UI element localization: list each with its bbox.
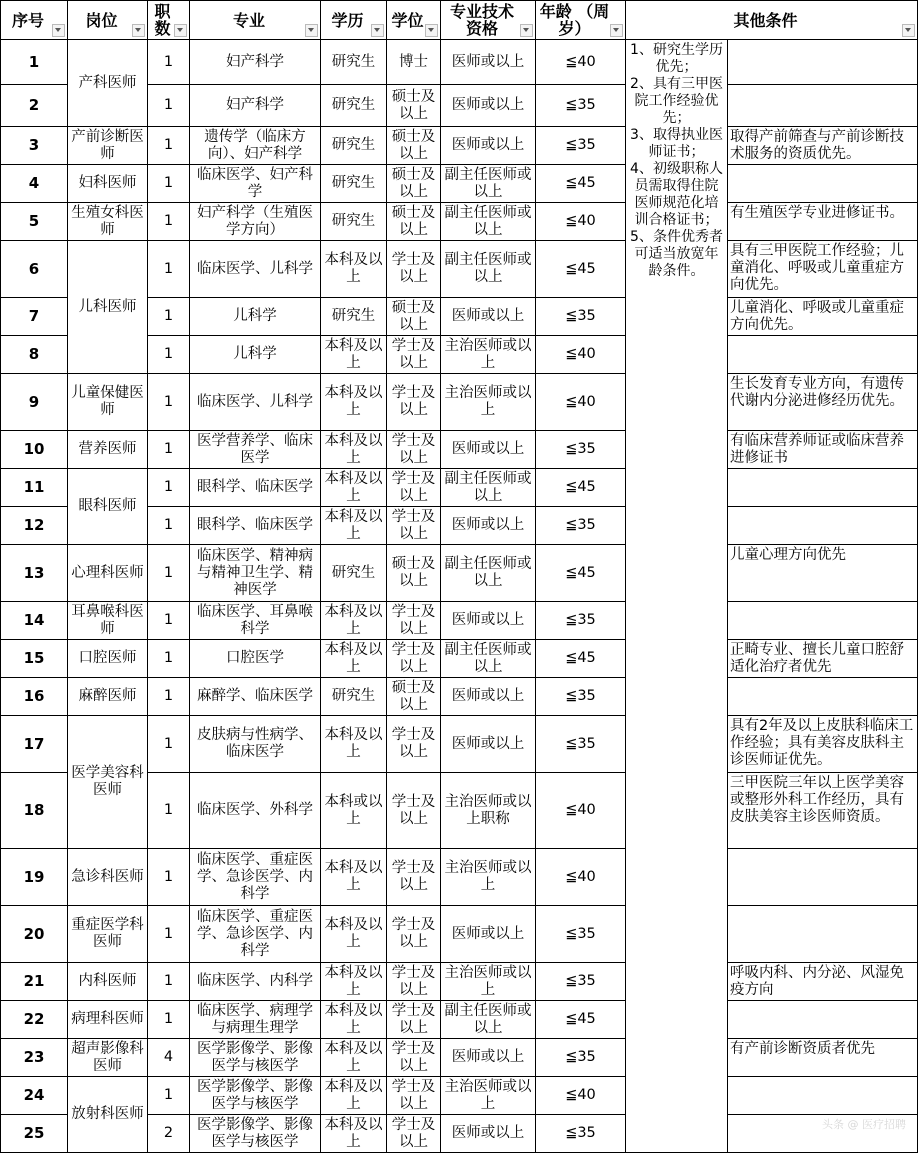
table-row xyxy=(1,906,918,963)
cell-major[interactable]: 皮肤病与性病学、临床医学 xyxy=(190,716,321,773)
cell-major[interactable]: 儿科学 xyxy=(190,298,321,336)
table-row xyxy=(1,602,918,640)
cell-major[interactable]: 麻醉学、临床医学 xyxy=(190,678,321,716)
cell-major[interactable]: 临床医学、重症医学、急诊医学、内科学 xyxy=(190,906,321,963)
table-row xyxy=(1,431,918,469)
cell-degree[interactable]: 硕士及以上 xyxy=(387,85,441,127)
cell-education[interactable]: 研究生 xyxy=(321,203,387,241)
cell-position[interactable]: 眼科医师 xyxy=(68,469,148,545)
cell-position[interactable]: 急诊科医师 xyxy=(68,849,148,906)
cell-position[interactable]: 心理科医师 xyxy=(68,545,148,602)
filter-dropdown-icon[interactable] xyxy=(520,24,533,37)
cell-other[interactable] xyxy=(728,1001,918,1039)
cell-age[interactable]: ≦35 xyxy=(536,1039,626,1077)
cell-title[interactable]: 医师或以上 xyxy=(441,906,536,963)
cell-position[interactable]: 儿童保健医师 xyxy=(68,374,148,431)
cell-age[interactable]: ≦45 xyxy=(536,241,626,298)
cell-title[interactable]: 主治医师或以上 xyxy=(441,374,536,431)
cell-count[interactable]: 1 xyxy=(148,507,190,545)
cell-degree[interactable]: 学士及以上 xyxy=(387,1115,441,1153)
cell-title[interactable]: 医师或以上 xyxy=(441,507,536,545)
cell-degree[interactable]: 学士及以上 xyxy=(387,1077,441,1115)
cell-other[interactable]: 呼吸内科、内分泌、风湿免疫方向 xyxy=(728,963,918,1001)
cell-title[interactable]: 副主任医师或以上 xyxy=(441,469,536,507)
cell-degree[interactable]: 学士及以上 xyxy=(387,507,441,545)
cell-major[interactable]: 遗传学（临床方向）、妇产科学 xyxy=(190,127,321,165)
cell-count[interactable]: 1 xyxy=(148,849,190,906)
cell-count[interactable]: 1 xyxy=(148,40,190,85)
cell-position[interactable]: 医学美容科医师 xyxy=(68,716,148,849)
cell-count[interactable]: 1 xyxy=(148,906,190,963)
table-row xyxy=(1,374,918,431)
cell-other[interactable]: 儿童心理方向优先 xyxy=(728,545,918,602)
cell-title[interactable]: 医师或以上 xyxy=(441,1115,536,1153)
cell-count[interactable]: 1 xyxy=(148,716,190,773)
cell-other[interactable]: 三甲医院三年以上医学美容或整形外科工作经历，具有皮肤美容主诊医师资质。 xyxy=(728,773,918,849)
cell-seq[interactable]: 7 xyxy=(1,298,68,336)
cell-title[interactable]: 医师或以上 xyxy=(441,298,536,336)
cell-age[interactable]: ≦40 xyxy=(536,203,626,241)
col-header-title[interactable]: 专业技术资格 xyxy=(441,1,536,40)
cell-title[interactable]: 主治医师或以上 xyxy=(441,963,536,1001)
cell-seq[interactable]: 17 xyxy=(1,716,68,773)
cell-position[interactable]: 生殖女科医师 xyxy=(68,203,148,241)
cell-degree[interactable]: 学士及以上 xyxy=(387,963,441,1001)
cell-degree[interactable]: 学士及以上 xyxy=(387,469,441,507)
cell-seq[interactable]: 15 xyxy=(1,640,68,678)
cell-degree[interactable]: 学士及以上 xyxy=(387,374,441,431)
cell-seq[interactable]: 19 xyxy=(1,849,68,906)
table-row xyxy=(1,849,918,906)
cell-position[interactable]: 病理科医师 xyxy=(68,1001,148,1039)
cell-major[interactable]: 临床医学、妇产科学 xyxy=(190,165,321,203)
cell-title[interactable]: 医师或以上 xyxy=(441,678,536,716)
cell-age[interactable]: ≦40 xyxy=(536,336,626,374)
cell-seq[interactable]: 18 xyxy=(1,773,68,849)
cell-position[interactable]: 产科医师 xyxy=(68,40,148,127)
cell-title[interactable]: 医师或以上 xyxy=(441,716,536,773)
cell-major[interactable]: 口腔医学 xyxy=(190,640,321,678)
cell-position[interactable]: 儿科医师 xyxy=(68,241,148,374)
cell-age[interactable]: ≦45 xyxy=(536,469,626,507)
cell-education[interactable]: 本科及以上 xyxy=(321,602,387,640)
cell-age[interactable]: ≦35 xyxy=(536,716,626,773)
cell-age[interactable]: ≦35 xyxy=(536,602,626,640)
table-row xyxy=(1,963,918,1001)
cell-title[interactable]: 医师或以上 xyxy=(441,1039,536,1077)
cell-age[interactable]: ≦35 xyxy=(536,678,626,716)
cell-position[interactable]: 重症医学科医师 xyxy=(68,906,148,963)
cell-other[interactable] xyxy=(728,602,918,640)
cell-seq[interactable]: 6 xyxy=(1,241,68,298)
cell-position[interactable]: 产前诊断医师 xyxy=(68,127,148,165)
cell-age[interactable]: ≦35 xyxy=(536,1115,626,1153)
cell-position[interactable]: 耳鼻喉科医师 xyxy=(68,602,148,640)
table-row xyxy=(1,469,918,507)
cell-major[interactable]: 眼科学、临床医学 xyxy=(190,469,321,507)
cell-seq[interactable]: 2 xyxy=(1,85,68,127)
cell-degree[interactable]: 学士及以上 xyxy=(387,431,441,469)
cell-degree[interactable]: 学士及以上 xyxy=(387,773,441,849)
cell-education[interactable]: 本科及以上 xyxy=(321,1001,387,1039)
cell-other[interactable] xyxy=(728,507,918,545)
col-header-count[interactable]: 职数 xyxy=(148,1,190,40)
col-header-major[interactable]: 专业 xyxy=(190,1,321,40)
cell-position[interactable]: 超声影像科医师 xyxy=(68,1039,148,1077)
cell-seq[interactable]: 24 xyxy=(1,1077,68,1115)
cell-education[interactable]: 本科及以上 xyxy=(321,336,387,374)
cell-major[interactable]: 临床医学、儿科学 xyxy=(190,374,321,431)
cell-title[interactable]: 主治医师或以上职称 xyxy=(441,773,536,849)
cell-other[interactable]: 生长发育专业方向，有遗传代谢内分泌进修经历优先。 xyxy=(728,374,918,431)
cell-major[interactable]: 临床医学、儿科学 xyxy=(190,241,321,298)
cell-other[interactable]: 有临床营养师证或临床营养进修证书 xyxy=(728,431,918,469)
cell-education[interactable]: 研究生 xyxy=(321,40,387,85)
cell-major[interactable]: 医学营养学、临床医学 xyxy=(190,431,321,469)
cell-age[interactable]: ≦35 xyxy=(536,963,626,1001)
cell-seq[interactable]: 12 xyxy=(1,507,68,545)
cell-count[interactable]: 1 xyxy=(148,203,190,241)
cell-degree[interactable]: 学士及以上 xyxy=(387,1001,441,1039)
cell-title[interactable]: 主治医师或以上 xyxy=(441,1077,536,1115)
cell-count[interactable]: 2 xyxy=(148,1115,190,1153)
cell-count[interactable]: 1 xyxy=(148,963,190,1001)
cell-position[interactable]: 妇科医师 xyxy=(68,165,148,203)
cell-other[interactable] xyxy=(728,40,918,85)
cell-age[interactable]: ≦40 xyxy=(536,374,626,431)
cell-major[interactable]: 妇产科学 xyxy=(190,40,321,85)
cell-age[interactable]: ≦35 xyxy=(536,298,626,336)
cell-education[interactable]: 研究生 xyxy=(321,85,387,127)
cell-education[interactable]: 本科及以上 xyxy=(321,374,387,431)
cell-seq[interactable]: 10 xyxy=(1,431,68,469)
cell-degree[interactable]: 学士及以上 xyxy=(387,640,441,678)
cell-education[interactable]: 本科及以上 xyxy=(321,849,387,906)
cell-education[interactable]: 研究生 xyxy=(321,678,387,716)
cell-education[interactable]: 研究生 xyxy=(321,545,387,602)
cell-other[interactable]: 有生殖医学专业进修证书。 xyxy=(728,203,918,241)
cell-seq[interactable]: 8 xyxy=(1,336,68,374)
filter-dropdown-icon[interactable] xyxy=(132,24,145,37)
filter-dropdown-icon[interactable] xyxy=(371,24,384,37)
cell-age[interactable]: ≦35 xyxy=(536,507,626,545)
cell-education[interactable]: 本科及以上 xyxy=(321,716,387,773)
cell-age[interactable]: ≦45 xyxy=(536,640,626,678)
cell-title[interactable]: 医师或以上 xyxy=(441,431,536,469)
cell-education[interactable]: 本科及以上 xyxy=(321,1077,387,1115)
table-row xyxy=(1,1077,918,1115)
cell-other[interactable]: 具有三甲医院工作经验；儿童消化、呼吸或儿童重症方向优先。 xyxy=(728,241,918,298)
cell-education[interactable]: 本科及以上 xyxy=(321,640,387,678)
cell-education[interactable]: 本科及以上 xyxy=(321,1039,387,1077)
cell-age[interactable]: ≦40 xyxy=(536,773,626,849)
cell-seq[interactable]: 25 xyxy=(1,1115,68,1153)
table-row xyxy=(1,678,918,716)
cell-degree[interactable]: 硕士及以上 xyxy=(387,203,441,241)
cell-title[interactable]: 副主任医师或以上 xyxy=(441,640,536,678)
table-row xyxy=(1,40,918,85)
cell-count[interactable]: 1 xyxy=(148,127,190,165)
cell-count[interactable]: 1 xyxy=(148,640,190,678)
header-row xyxy=(1,1,918,40)
cell-education[interactable]: 本科及以上 xyxy=(321,469,387,507)
cell-title[interactable]: 副主任医师或以上 xyxy=(441,1001,536,1039)
cell-seq[interactable]: 20 xyxy=(1,906,68,963)
cell-other[interactable] xyxy=(728,906,918,963)
cell-education[interactable]: 本科及以上 xyxy=(321,1115,387,1153)
cell-common-note[interactable]: 1、研究生学历优先； 2、具有三甲医院工作经验优先； 3、取得执业医师证书； 4、初级职称人员需取得住院医师规范化培训合格证书； 5、条件优秀者可适当放宽年龄条件。 xyxy=(626,40,728,1153)
cell-age[interactable]: ≦35 xyxy=(536,431,626,469)
cell-degree[interactable]: 学士及以上 xyxy=(387,602,441,640)
cell-other[interactable] xyxy=(728,336,918,374)
table-body xyxy=(1,40,918,1153)
cell-position[interactable]: 口腔医师 xyxy=(68,640,148,678)
cell-education[interactable]: 本科或以上 xyxy=(321,773,387,849)
cell-other[interactable]: 具有2年及以上皮肤科临床工作经验；具有美容皮肤科主诊医师证优先。 xyxy=(728,716,918,773)
cell-title[interactable]: 医师或以上 xyxy=(441,85,536,127)
table-row xyxy=(1,203,918,241)
cell-education[interactable]: 本科及以上 xyxy=(321,963,387,1001)
cell-seq[interactable]: 21 xyxy=(1,963,68,1001)
cell-other[interactable]: 有产前诊断资质者优先 xyxy=(728,1039,918,1077)
watermark: 头条 @ 医疗招聘 xyxy=(822,1116,906,1132)
cell-degree[interactable]: 学士及以上 xyxy=(387,849,441,906)
table-row xyxy=(1,127,918,165)
cell-other[interactable] xyxy=(728,85,918,127)
cell-count[interactable]: 1 xyxy=(148,336,190,374)
cell-degree[interactable]: 博士 xyxy=(387,40,441,85)
cell-other[interactable] xyxy=(728,678,918,716)
col-header-age[interactable]: 年龄 （周岁） xyxy=(536,1,626,40)
cell-degree[interactable]: 学士及以上 xyxy=(387,336,441,374)
table-row xyxy=(1,545,918,602)
cell-position[interactable]: 营养医师 xyxy=(68,431,148,469)
cell-other[interactable] xyxy=(728,165,918,203)
cell-seq[interactable]: 9 xyxy=(1,374,68,431)
cell-count[interactable]: 1 xyxy=(148,773,190,849)
col-header-education[interactable]: 学历 xyxy=(321,1,387,40)
cell-degree[interactable]: 学士及以上 xyxy=(387,241,441,298)
cell-other[interactable] xyxy=(728,469,918,507)
cell-degree[interactable]: 学士及以上 xyxy=(387,906,441,963)
filter-dropdown-icon[interactable] xyxy=(305,24,318,37)
cell-age[interactable]: ≦45 xyxy=(536,1001,626,1039)
cell-age[interactable]: ≦45 xyxy=(536,165,626,203)
cell-count[interactable]: 1 xyxy=(148,374,190,431)
cell-major[interactable]: 医学影像学、影像医学与核医学 xyxy=(190,1077,321,1115)
cell-title[interactable]: 副主任医师或以上 xyxy=(441,165,536,203)
table-row xyxy=(1,165,918,203)
cell-count[interactable]: 1 xyxy=(148,85,190,127)
col-header-seq[interactable]: 序号 xyxy=(1,1,68,40)
cell-seq[interactable]: 3 xyxy=(1,127,68,165)
cell-major[interactable]: 医学影像学、影像医学与核医学 xyxy=(190,1115,321,1153)
cell-major[interactable]: 妇产科学（生殖医学方向） xyxy=(190,203,321,241)
cell-major[interactable]: 临床医学、耳鼻喉科学 xyxy=(190,602,321,640)
cell-education[interactable]: 本科及以上 xyxy=(321,906,387,963)
cell-title[interactable]: 副主任医师或以上 xyxy=(441,203,536,241)
cell-title[interactable]: 主治医师或以上 xyxy=(441,336,536,374)
cell-degree[interactable]: 硕士及以上 xyxy=(387,545,441,602)
cell-count[interactable]: 4 xyxy=(148,1039,190,1077)
filter-dropdown-icon[interactable] xyxy=(52,24,65,37)
cell-seq[interactable]: 1 xyxy=(1,40,68,85)
cell-count[interactable]: 1 xyxy=(148,165,190,203)
cell-education[interactable]: 本科及以上 xyxy=(321,241,387,298)
cell-title[interactable]: 医师或以上 xyxy=(441,127,536,165)
cell-seq[interactable]: 13 xyxy=(1,545,68,602)
cell-education[interactable]: 研究生 xyxy=(321,298,387,336)
cell-seq[interactable]: 22 xyxy=(1,1001,68,1039)
cell-age[interactable]: ≦45 xyxy=(536,545,626,602)
table-row xyxy=(1,716,918,773)
cell-age[interactable]: ≦35 xyxy=(536,906,626,963)
cell-position[interactable]: 内科医师 xyxy=(68,963,148,1001)
cell-position[interactable]: 麻醉医师 xyxy=(68,678,148,716)
cell-other[interactable] xyxy=(728,849,918,906)
cell-seq[interactable]: 14 xyxy=(1,602,68,640)
cell-title[interactable]: 副主任医师或以上 xyxy=(441,545,536,602)
col-header-other[interactable]: 其他条件 xyxy=(626,1,918,40)
table-row xyxy=(1,1039,918,1077)
cell-other[interactable] xyxy=(728,1077,918,1115)
cell-degree[interactable]: 硕士及以上 xyxy=(387,678,441,716)
col-header-degree[interactable]: 学位 xyxy=(387,1,441,40)
table-row xyxy=(1,640,918,678)
filter-dropdown-icon[interactable] xyxy=(425,24,438,37)
cell-age[interactable]: ≦40 xyxy=(536,40,626,85)
cell-major[interactable]: 临床医学、重症医学、急诊医学、内科学 xyxy=(190,849,321,906)
cell-age[interactable]: ≦35 xyxy=(536,85,626,127)
cell-education[interactable]: 本科及以上 xyxy=(321,507,387,545)
cell-major[interactable]: 临床医学、病理学与病理生理学 xyxy=(190,1001,321,1039)
cell-other[interactable]: 正畸专业、擅长儿童口腔舒适化治疗者优先 xyxy=(728,640,918,678)
cell-count[interactable]: 1 xyxy=(148,602,190,640)
cell-seq[interactable]: 11 xyxy=(1,469,68,507)
cell-seq[interactable]: 16 xyxy=(1,678,68,716)
cell-title[interactable]: 副主任医师或以上 xyxy=(441,241,536,298)
cell-education[interactable]: 研究生 xyxy=(321,127,387,165)
cell-education[interactable]: 研究生 xyxy=(321,165,387,203)
cell-other[interactable]: 取得产前筛查与产前诊断技术服务的资质优先。 xyxy=(728,127,918,165)
cell-other[interactable]: 儿童消化、呼吸或儿童重症方向优先。 xyxy=(728,298,918,336)
cell-title[interactable]: 主治医师或以上 xyxy=(441,849,536,906)
cell-seq[interactable]: 5 xyxy=(1,203,68,241)
cell-major[interactable]: 临床医学、精神病与精神卫生学、精神医学 xyxy=(190,545,321,602)
cell-degree[interactable]: 硕士及以上 xyxy=(387,165,441,203)
cell-count[interactable]: 1 xyxy=(148,298,190,336)
cell-major[interactable]: 妇产科学 xyxy=(190,85,321,127)
cell-count[interactable]: 1 xyxy=(148,678,190,716)
cell-age[interactable]: ≦40 xyxy=(536,849,626,906)
cell-major[interactable]: 临床医学、外科学 xyxy=(190,773,321,849)
cell-age[interactable]: ≦35 xyxy=(536,127,626,165)
table-row xyxy=(1,1001,918,1039)
filter-dropdown-icon[interactable] xyxy=(174,24,187,37)
cell-age[interactable]: ≦40 xyxy=(536,1077,626,1115)
cell-count[interactable]: 1 xyxy=(148,1077,190,1115)
cell-seq[interactable]: 4 xyxy=(1,165,68,203)
cell-degree[interactable]: 学士及以上 xyxy=(387,1039,441,1077)
cell-position[interactable]: 放射科医师 xyxy=(68,1077,148,1153)
cell-title[interactable]: 医师或以上 xyxy=(441,40,536,85)
cell-major[interactable]: 医学影像学、影像医学与核医学 xyxy=(190,1039,321,1077)
cell-count[interactable]: 1 xyxy=(148,241,190,298)
filter-dropdown-icon[interactable] xyxy=(902,24,915,37)
cell-major[interactable]: 临床医学、内科学 xyxy=(190,963,321,1001)
filter-dropdown-icon[interactable] xyxy=(610,24,623,37)
col-header-position[interactable]: 岗位 xyxy=(68,1,148,40)
table-row xyxy=(1,241,918,298)
cell-degree[interactable]: 学士及以上 xyxy=(387,716,441,773)
cell-count[interactable]: 1 xyxy=(148,545,190,602)
cell-title[interactable]: 医师或以上 xyxy=(441,602,536,640)
cell-degree[interactable]: 硕士及以上 xyxy=(387,127,441,165)
cell-major[interactable]: 眼科学、临床医学 xyxy=(190,507,321,545)
cell-major[interactable]: 儿科学 xyxy=(190,336,321,374)
cell-education[interactable]: 本科及以上 xyxy=(321,431,387,469)
cell-count[interactable]: 1 xyxy=(148,469,190,507)
cell-count[interactable]: 1 xyxy=(148,431,190,469)
cell-count[interactable]: 1 xyxy=(148,1001,190,1039)
cell-seq[interactable]: 23 xyxy=(1,1039,68,1077)
cell-degree[interactable]: 硕士及以上 xyxy=(387,298,441,336)
